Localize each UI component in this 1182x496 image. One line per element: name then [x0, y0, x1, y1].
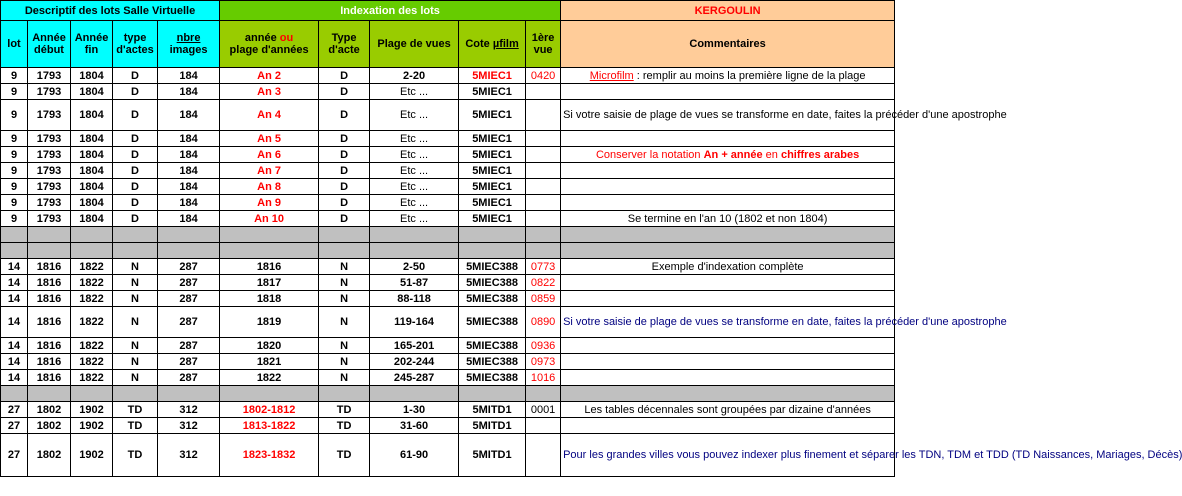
cell-annee-debut[interactable]: 1793 [28, 68, 71, 84]
cell-plage-vues[interactable]: Etc ... [370, 195, 459, 211]
table-row [1, 402, 895, 418]
table-row [1, 354, 895, 370]
cell-type-acte[interactable]: D [319, 84, 370, 100]
cell-annee-debut[interactable]: 1802 [28, 418, 71, 434]
cell-premiere-vue[interactable]: 0420 [526, 68, 561, 84]
table-row [1, 179, 895, 195]
cell-annee[interactable]: An 9 [220, 195, 319, 211]
col-header-annee-debut[interactable]: Année début [28, 21, 71, 68]
cell-commentaire[interactable] [561, 418, 895, 434]
cell-commentaire[interactable] [561, 291, 895, 307]
table-row [1, 370, 895, 386]
cell-lot[interactable]: 14 [1, 275, 28, 291]
cell-plage-vues[interactable]: 61-90 [370, 434, 459, 477]
cell-nbre-images[interactable]: 287 [158, 259, 220, 275]
cell-nbre-images[interactable]: 184 [158, 68, 220, 84]
cell-annee-fin[interactable]: 1902 [71, 434, 113, 477]
cell-type-actes[interactable]: N [113, 291, 158, 307]
cell-lot[interactable]: 14 [1, 338, 28, 354]
cell-annee-debut[interactable]: 1816 [28, 259, 71, 275]
cell-lot[interactable]: 9 [1, 68, 28, 84]
col-header-lot[interactable]: lot [1, 21, 28, 68]
cell-annee[interactable]: 1821 [220, 354, 319, 370]
cell-nbre-images[interactable]: 287 [158, 338, 220, 354]
cell-type-acte[interactable]: N [319, 275, 370, 291]
cell-cote[interactable]: 5MIEC1 [459, 84, 526, 100]
cell-type-acte[interactable]: D [319, 195, 370, 211]
cell-commentaire[interactable] [561, 275, 895, 291]
col-header-annee-fin[interactable]: Année fin [71, 21, 113, 68]
cell-premiere-vue[interactable] [526, 147, 561, 163]
column-header-row [1, 21, 895, 68]
cell-type-actes[interactable]: TD [113, 418, 158, 434]
cell-annee[interactable]: An 2 [220, 68, 319, 84]
cell-cote[interactable]: 5MIEC1 [459, 68, 526, 84]
cell-type-acte[interactable]: D [319, 179, 370, 195]
cell-type-acte[interactable]: D [319, 163, 370, 179]
cell-annee[interactable]: An 6 [220, 147, 319, 163]
cell-plage-vues[interactable]: 165-201 [370, 338, 459, 354]
cell-annee[interactable]: 1823-1832 [220, 434, 319, 477]
cell-lot[interactable]: 27 [1, 402, 28, 418]
cell-premiere-vue[interactable] [526, 434, 561, 477]
cell-type-acte[interactable]: TD [319, 434, 370, 477]
cell-nbre-images[interactable]: 287 [158, 370, 220, 386]
cell-commentaire[interactable]: Conserver la notation An + année en chiffres arabes [561, 147, 895, 163]
cell-nbre-images[interactable]: 184 [158, 100, 220, 131]
cell-annee-fin[interactable]: 1804 [71, 68, 113, 84]
cell-type-acte[interactable]: TD [319, 418, 370, 434]
cell-plage-vues[interactable]: 245-287 [370, 370, 459, 386]
cell-annee-debut[interactable]: 1816 [28, 291, 71, 307]
cell-lot[interactable]: 9 [1, 195, 28, 211]
cell-annee-debut[interactable]: 1793 [28, 131, 71, 147]
cell-annee-debut[interactable]: 1816 [28, 354, 71, 370]
cell-plage-vues[interactable]: Etc ... [370, 131, 459, 147]
cell-annee-fin[interactable]: 1822 [71, 275, 113, 291]
group-header-indexation[interactable]: Indexation des lots [220, 1, 561, 21]
cell-annee-debut[interactable]: 1793 [28, 100, 71, 131]
cell-annee[interactable]: An 10 [220, 211, 319, 227]
cell-premiere-vue[interactable]: 0936 [526, 338, 561, 354]
cell-cote[interactable]: 5MIEC1 [459, 100, 526, 131]
cell-premiere-vue[interactable]: 1016 [526, 370, 561, 386]
cell-premiere-vue[interactable]: 0859 [526, 291, 561, 307]
cell-type-actes[interactable]: D [113, 211, 158, 227]
group-header-row [1, 1, 895, 21]
cell-type-actes[interactable]: N [113, 354, 158, 370]
cell-cote[interactable]: 5MIEC1 [459, 195, 526, 211]
cell-cote[interactable]: 5MIEC388 [459, 291, 526, 307]
cell-nbre-images[interactable]: 312 [158, 434, 220, 477]
col-header-nbre-images[interactable]: nbre images [158, 21, 220, 68]
cell-cote[interactable]: 5MIEC388 [459, 338, 526, 354]
cell-annee-fin[interactable]: 1804 [71, 195, 113, 211]
cell-cote[interactable]: 5MITD1 [459, 418, 526, 434]
cell-annee-debut[interactable]: 1816 [28, 307, 71, 338]
cell-annee-debut[interactable]: 1793 [28, 163, 71, 179]
cell-lot[interactable]: 27 [1, 418, 28, 434]
cell-commentaire[interactable] [561, 84, 895, 100]
microfilm-link[interactable]: Microfilm [589, 69, 634, 82]
cell-annee-debut[interactable]: 1816 [28, 338, 71, 354]
table-row [1, 211, 895, 227]
cell-type-actes[interactable]: D [113, 131, 158, 147]
cell-annee[interactable]: An 3 [220, 84, 319, 100]
cell-lot[interactable]: 14 [1, 370, 28, 386]
cell-type-acte[interactable]: N [319, 338, 370, 354]
table-row [1, 338, 895, 354]
cell-annee-fin[interactable]: 1822 [71, 370, 113, 386]
cell-commentaire[interactable] [561, 354, 895, 370]
cell-nbre-images[interactable]: 184 [158, 163, 220, 179]
cell-commentaire[interactable]: Se termine en l'an 10 (1802 et non 1804) [561, 211, 895, 227]
cell-nbre-images[interactable]: 184 [158, 195, 220, 211]
cell-premiere-vue[interactable] [526, 195, 561, 211]
col-header-plage-vues[interactable]: Plage de vues [370, 21, 459, 68]
cell-commentaire[interactable]: Les tables décennales sont groupées par dizaine d'années [561, 402, 895, 418]
cell-annee-fin[interactable]: 1804 [71, 84, 113, 100]
cell-lot[interactable]: 9 [1, 100, 28, 131]
cell-type-acte[interactable]: N [319, 370, 370, 386]
cell-type-actes[interactable]: TD [113, 402, 158, 418]
cell-type-acte[interactable]: D [319, 211, 370, 227]
col-header-commentaires[interactable]: Commentaires [561, 21, 895, 68]
cell-nbre-images[interactable]: 287 [158, 291, 220, 307]
group-header-kergoulin[interactable]: KERGOULIN [561, 1, 895, 21]
cell-annee-debut[interactable]: 1816 [28, 370, 71, 386]
cell-cote[interactable]: 5MIEC1 [459, 179, 526, 195]
cell-cote[interactable]: 5MIEC1 [459, 147, 526, 163]
cell-premiere-vue[interactable] [526, 131, 561, 147]
cell-premiere-vue[interactable] [526, 418, 561, 434]
cell-premiere-vue[interactable] [526, 179, 561, 195]
cell-annee[interactable]: 1820 [220, 338, 319, 354]
cell-lot[interactable]: 14 [1, 259, 28, 275]
cell-plage-vues[interactable]: 51-87 [370, 275, 459, 291]
cell-type-actes[interactable]: D [113, 84, 158, 100]
cell-type-acte[interactable]: D [319, 131, 370, 147]
cell-annee[interactable]: 1818 [220, 291, 319, 307]
table-row [1, 259, 895, 275]
cell-lot[interactable]: 9 [1, 163, 28, 179]
cell-nbre-images[interactable]: 287 [158, 354, 220, 370]
cell-annee[interactable]: An 5 [220, 131, 319, 147]
cell-annee-fin[interactable]: 1822 [71, 307, 113, 338]
cell-commentaire[interactable] [561, 338, 895, 354]
col-header-type-acte[interactable]: Type d'acte [319, 21, 370, 68]
cell-nbre-images[interactable]: 312 [158, 402, 220, 418]
cell-nbre-images[interactable]: 287 [158, 307, 220, 338]
cell-type-actes[interactable]: N [113, 275, 158, 291]
cell-type-actes[interactable]: D [113, 195, 158, 211]
cell-type-actes[interactable]: TD [113, 434, 158, 477]
cell-commentaire[interactable] [561, 163, 895, 179]
cell-plage-vues[interactable]: Etc ... [370, 100, 459, 131]
cell-annee-fin[interactable]: 1804 [71, 100, 113, 131]
cell-premiere-vue[interactable]: 0773 [526, 259, 561, 275]
cell-premiere-vue[interactable]: 0973 [526, 354, 561, 370]
cell-type-acte[interactable]: N [319, 307, 370, 338]
cell-annee[interactable]: 1813-1822 [220, 418, 319, 434]
cell-annee-debut[interactable]: 1793 [28, 147, 71, 163]
cell-annee-fin[interactable]: 1804 [71, 163, 113, 179]
cell-plage-vues[interactable]: Etc ... [370, 147, 459, 163]
cell-cote[interactable]: 5MIEC388 [459, 370, 526, 386]
separator-row [1, 386, 895, 402]
table-row [1, 100, 895, 131]
cell-commentaire[interactable]: Microfilm : remplir au moins la première ligne de la plage [561, 68, 895, 84]
cell-annee-fin[interactable]: 1822 [71, 354, 113, 370]
cell-annee-debut[interactable]: 1793 [28, 84, 71, 100]
cell-plage-vues[interactable]: Etc ... [370, 84, 459, 100]
table-row [1, 418, 895, 434]
cell-lot[interactable]: 14 [1, 291, 28, 307]
cell-cote[interactable]: 5MITD1 [459, 434, 526, 477]
cell-plage-vues[interactable]: 202-244 [370, 354, 459, 370]
cell-premiere-vue[interactable] [526, 211, 561, 227]
cell-nbre-images[interactable]: 287 [158, 275, 220, 291]
cell-annee[interactable]: 1816 [220, 259, 319, 275]
cell-annee-fin[interactable]: 1804 [71, 131, 113, 147]
table-row [1, 147, 895, 163]
cell-type-acte[interactable]: D [319, 68, 370, 84]
cell-plage-vues[interactable]: 2-50 [370, 259, 459, 275]
cell-premiere-vue[interactable] [526, 84, 561, 100]
cell-annee-fin[interactable]: 1902 [71, 402, 113, 418]
cell-annee[interactable]: 1817 [220, 275, 319, 291]
cell-premiere-vue[interactable] [526, 163, 561, 179]
cell-annee-fin[interactable]: 1822 [71, 291, 113, 307]
cell-nbre-images[interactable]: 184 [158, 84, 220, 100]
cell-type-actes[interactable]: N [113, 259, 158, 275]
cell-lot[interactable]: 9 [1, 179, 28, 195]
cell-type-acte[interactable]: N [319, 259, 370, 275]
cell-nbre-images[interactable]: 312 [158, 418, 220, 434]
cell-commentaire[interactable] [561, 195, 895, 211]
cell-type-actes[interactable]: D [113, 100, 158, 131]
cell-commentaire[interactable]: Pour les grandes villes vous pouvez indexer plus finement et séparer les TDN, TDM et TDD (TD Naissances, Mariages, Décès) [561, 434, 895, 477]
cell-annee-fin[interactable]: 1822 [71, 259, 113, 275]
cell-lot[interactable]: 9 [1, 84, 28, 100]
cell-premiere-vue[interactable] [526, 100, 561, 131]
cell-plage-vues[interactable]: 31-60 [370, 418, 459, 434]
cell-plage-vues[interactable]: 2-20 [370, 68, 459, 84]
cell-annee-fin[interactable]: 1822 [71, 338, 113, 354]
cell-type-actes[interactable]: D [113, 163, 158, 179]
table-row [1, 163, 895, 179]
separator-row [1, 243, 895, 259]
cell-commentaire[interactable]: Si votre saisie de plage de vues se transforme en date, faites la précéder d'une apostrophe [561, 100, 895, 131]
cell-annee-debut[interactable]: 1793 [28, 195, 71, 211]
cell-annee-debut[interactable]: 1793 [28, 211, 71, 227]
cell-annee[interactable]: 1819 [220, 307, 319, 338]
cell-plage-vues[interactable]: Etc ... [370, 211, 459, 227]
separator-row [1, 227, 895, 243]
cell-type-actes[interactable]: N [113, 370, 158, 386]
col-header-premiere-vue[interactable]: 1ère vue [526, 21, 561, 68]
cell-nbre-images[interactable]: 184 [158, 211, 220, 227]
cell-premiere-vue[interactable]: 0890 [526, 307, 561, 338]
cell-annee[interactable]: An 8 [220, 179, 319, 195]
cell-cote[interactable]: 5MIEC1 [459, 131, 526, 147]
table-row [1, 195, 895, 211]
cell-commentaire[interactable]: Exemple d'indexation complète [561, 259, 895, 275]
col-header-annee[interactable]: année ou plage d'années [220, 21, 319, 68]
cell-cote[interactable]: 5MIEC388 [459, 354, 526, 370]
cell-cote[interactable]: 5MIEC388 [459, 275, 526, 291]
cell-type-acte[interactable]: D [319, 100, 370, 131]
col-header-cote[interactable]: Cote µfilm [459, 21, 526, 68]
cell-annee[interactable]: An 4 [220, 100, 319, 131]
cell-plage-vues[interactable]: Etc ... [370, 179, 459, 195]
table-row [1, 291, 895, 307]
cell-lot[interactable]: 27 [1, 434, 28, 477]
cell-annee-debut[interactable]: 1802 [28, 434, 71, 477]
cell-commentaire[interactable] [561, 370, 895, 386]
table-row [1, 131, 895, 147]
cell-annee[interactable]: An 7 [220, 163, 319, 179]
cell-annee-debut[interactable]: 1793 [28, 179, 71, 195]
cell-type-acte[interactable]: N [319, 291, 370, 307]
cell-lot[interactable]: 9 [1, 211, 28, 227]
cell-type-acte[interactable]: N [319, 354, 370, 370]
cell-commentaire[interactable] [561, 131, 895, 147]
cell-commentaire[interactable] [561, 179, 895, 195]
cell-type-acte[interactable]: D [319, 147, 370, 163]
cell-cote[interactable]: 5MIEC1 [459, 211, 526, 227]
cell-type-actes[interactable]: D [113, 179, 158, 195]
cell-nbre-images[interactable]: 184 [158, 179, 220, 195]
cell-lot[interactable]: 14 [1, 307, 28, 338]
table-row [1, 275, 895, 291]
cell-type-actes[interactable]: N [113, 338, 158, 354]
cell-plage-vues[interactable]: 88-118 [370, 291, 459, 307]
cell-nbre-images[interactable]: 184 [158, 147, 220, 163]
cell-plage-vues[interactable]: 1-30 [370, 402, 459, 418]
cell-type-actes[interactable]: D [113, 147, 158, 163]
cell-type-acte[interactable]: TD [319, 402, 370, 418]
cell-annee-debut[interactable]: 1802 [28, 402, 71, 418]
cell-premiere-vue[interactable]: 0001 [526, 402, 561, 418]
cell-annee-fin[interactable]: 1804 [71, 211, 113, 227]
cell-cote[interactable]: 5MIEC388 [459, 259, 526, 275]
cell-premiere-vue[interactable]: 0822 [526, 275, 561, 291]
cell-type-actes[interactable]: N [113, 307, 158, 338]
cell-cote[interactable]: 5MITD1 [459, 402, 526, 418]
table-row [1, 68, 895, 84]
table-row [1, 84, 895, 100]
cell-lot[interactable]: 9 [1, 147, 28, 163]
col-header-type-actes[interactable]: type d'actes [113, 21, 158, 68]
table-row [1, 307, 895, 338]
cell-annee[interactable]: 1802-1812 [220, 402, 319, 418]
cell-plage-vues[interactable]: 119-164 [370, 307, 459, 338]
cell-plage-vues[interactable]: Etc ... [370, 163, 459, 179]
cell-annee-debut[interactable]: 1816 [28, 275, 71, 291]
group-header-descriptif[interactable]: Descriptif des lots Salle Virtuelle [1, 1, 220, 21]
cell-cote[interactable]: 5MIEC388 [459, 307, 526, 338]
cell-type-actes[interactable]: D [113, 68, 158, 84]
cell-annee-fin[interactable]: 1902 [71, 418, 113, 434]
cell-annee[interactable]: 1822 [220, 370, 319, 386]
cell-commentaire[interactable]: Si votre saisie de plage de vues se transforme en date, faites la précéder d'une apostrophe [561, 307, 895, 338]
cell-lot[interactable]: 14 [1, 354, 28, 370]
cell-annee-fin[interactable]: 1804 [71, 147, 113, 163]
cell-lot[interactable]: 9 [1, 131, 28, 147]
cell-cote[interactable]: 5MIEC1 [459, 163, 526, 179]
table-row [1, 434, 895, 477]
cell-annee-fin[interactable]: 1804 [71, 179, 113, 195]
cell-nbre-images[interactable]: 184 [158, 131, 220, 147]
